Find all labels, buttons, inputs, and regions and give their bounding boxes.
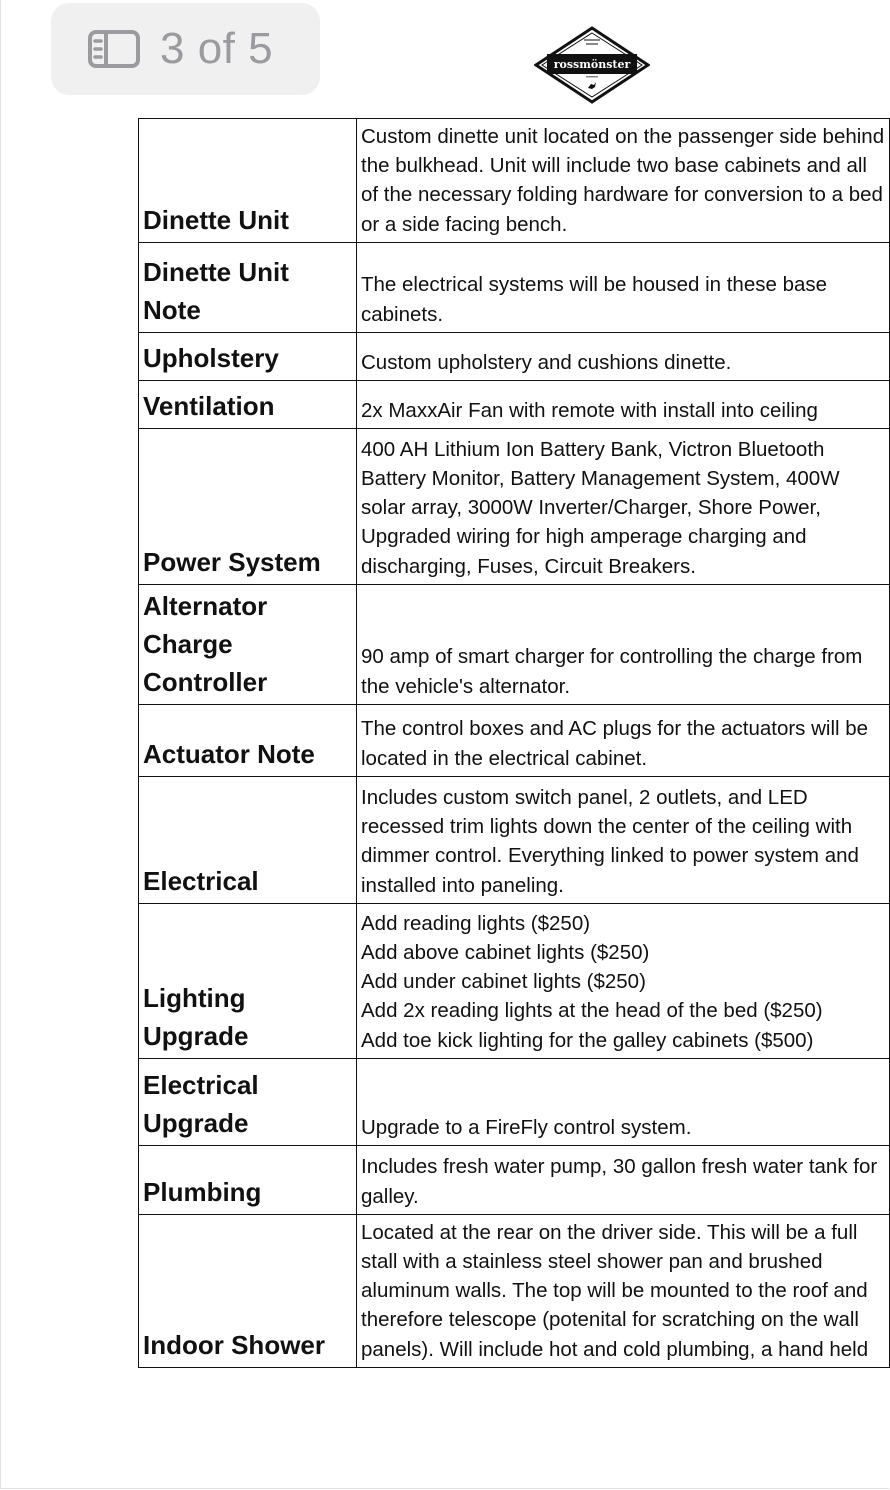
table-row xyxy=(139,119,890,243)
table-row xyxy=(139,704,890,776)
row-label: Alternator Charge Controller xyxy=(139,584,357,704)
brand-logo-text: rossmönster xyxy=(553,58,631,71)
table-row xyxy=(139,776,890,903)
row-label: Upholstery xyxy=(139,332,357,380)
row-description: Custom dinette unit located on the passenger side behind the bulkhead. Unit will include two base cabinets and all of the necessary folding hardware for conversion to a bed or a side facing bench. xyxy=(357,119,890,243)
row-label: Actuator Note xyxy=(139,704,357,776)
table-row xyxy=(139,1145,890,1214)
spec-table xyxy=(138,118,890,1368)
table-row xyxy=(139,903,890,1058)
table-row xyxy=(139,1214,890,1367)
row-label: Plumbing xyxy=(139,1145,357,1214)
row-description: Includes fresh water pump, 30 gallon fresh water tank for galley. xyxy=(357,1145,890,1214)
row-description: 2x MaxxAir Fan with remote with install into ceiling xyxy=(357,380,890,428)
table-row xyxy=(139,584,890,704)
row-description: Upgrade to a FireFly control system. xyxy=(357,1058,890,1145)
table-row xyxy=(139,332,890,380)
row-description: Custom upholstery and cushions dinette. xyxy=(357,332,890,380)
row-label: Electrical xyxy=(139,776,357,903)
row-description: Includes custom switch panel, 2 outlets, and LED recessed trim lights down the center of the ceiling with dimmer control. Everything linked to power system and installed into paneling. xyxy=(357,776,890,903)
table-row xyxy=(139,428,890,584)
row-description: 400 AH Lithium Ion Battery Bank, Victron Bluetooth Battery Monitor, Battery Management System, 400W solar array, 3000W Inverter/Charger, Shore Power, Upgraded wiring for high amperage charging and discharging, Fuses, Circuit Breakers. xyxy=(357,428,890,584)
row-label: Electrical Upgrade xyxy=(139,1058,357,1145)
row-label: Dinette Unit Note xyxy=(139,242,357,332)
row-label: Lighting Upgrade xyxy=(139,903,357,1058)
row-description: The electrical systems will be housed in these base cabinets. xyxy=(357,242,890,332)
row-description: The control boxes and AC plugs for the actuators will be located in the electrical cabinet. xyxy=(357,704,890,776)
row-description: Add reading lights ($250) Add above cabinet lights ($250) Add under cabinet lights ($250) Add 2x reading lights at the head of the bed ($250) Add toe kick lighting for the galley cabinets ($500) xyxy=(357,903,890,1058)
sidebar-pages-icon xyxy=(88,30,140,68)
row-label: Dinette Unit xyxy=(139,119,357,243)
row-description: 90 amp of smart charger for controlling the charge from the vehicle's alternator. xyxy=(357,584,890,704)
table-row xyxy=(139,1058,890,1145)
page-indicator-button[interactable] xyxy=(51,3,320,95)
page-count-label: 3 of 5 xyxy=(160,24,274,73)
brand-logo xyxy=(534,26,650,104)
table-row xyxy=(139,380,890,428)
row-label: Indoor Shower xyxy=(139,1214,357,1367)
row-label: Power System xyxy=(139,428,357,584)
row-label: Ventilation xyxy=(139,380,357,428)
table-row xyxy=(139,242,890,332)
row-description: Located at the rear on the driver side. This will be a full stall with a stainless steel shower pan and brushed aluminum walls. The top will be mounted to the roof and therefore telescope (potenital for scratching on the wall panels). Will include hot and cold plumbing, a hand held xyxy=(357,1214,890,1367)
